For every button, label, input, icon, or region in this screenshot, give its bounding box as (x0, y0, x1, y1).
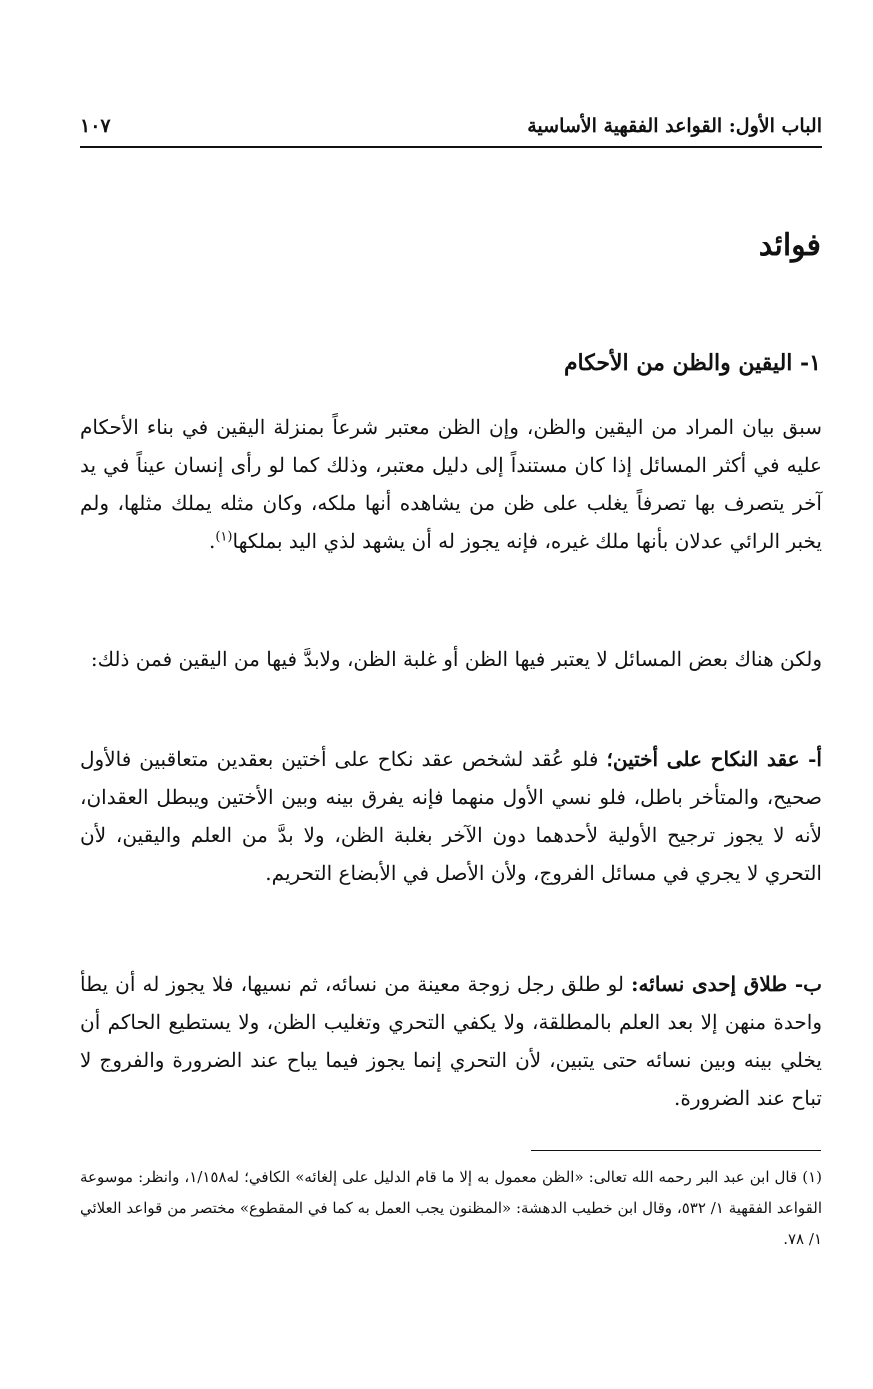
page-number: ١٠٧ (80, 115, 111, 137)
paragraph-1-end: . (208, 529, 216, 553)
chapter-title: الباب الأول: القواعد الفقهية الأساسية (527, 115, 822, 137)
footnote (80, 1162, 822, 1255)
paragraph-1 (80, 408, 852, 560)
running-header (80, 108, 822, 144)
footnote-reference: (١) (215, 529, 233, 545)
paragraph-2: ولكن هناك بعض المسائل لا يعتبر فيها الظن أو غلبة الظن، ولابدَّ فيها من اليقين فمن ذلك: (90, 647, 822, 671)
paragraph-4-lead: ب- طلاق إحدى نسائه: (631, 972, 823, 996)
footnote-rule (531, 1150, 821, 1151)
paragraph-3-lead: أ- عقد النكاح على أختين؛ (606, 747, 822, 771)
paragraph-1-text: سبق بيان المراد من اليقين والظن، وإن الظن معتبر شرعاً بمنزلة اليقين في بناء الأحكام عليه في أكثر المسائل إذا كان مستنداً إلى دليل معتبر، وذلك كما لو رأى إنسان عيناً في يد آخر يتصرف بها تصرفاً يغلب على ظن من يشاهده أنها ملكه، وكان مثله يملك مثلها، ولم يخبر الرائي عدلان بأنها ملك غيره، فإنه يجوز له أن يشهد لذي اليد بملكها (80, 415, 822, 553)
header-rule (80, 146, 822, 148)
paragraph-4 (80, 965, 822, 1117)
footnote-text: قال ابن عبد البر رحمه الله تعالى: «الظن معمول به إلا ما قام الدليل على إلغائه» الكافي؛ له١/١٥٨، وانظر: موسوعة القواعد الفقهية ١/ ٥٣٢، وقال ابن خطيب الدهشة: «المظنون يجب العمل به كما في المقطوع» مختصر من قواعد العلائي ١/ ٧٨. (80, 1168, 822, 1248)
paragraph-3 (80, 740, 822, 892)
section-heading: فوائد (758, 228, 821, 263)
paragraph-4-text: لو طلق رجل زوجة معينة من نسائه، ثم نسيها، فلا يجوز له أن يطأ واحدة منهن إلا بعد العلم بالمطلقة، ولا يكفي التحري وتغليب الظن، ولا يستطيع الحاكم أن يخلي بينه وبين نسائه حتى يتبين، لأن التحري إنما يجوز فيما يباح عند الضرورة والفروج لا تباح عند الضرورة. (80, 972, 822, 1110)
sub-heading: ١- اليقين والظن من الأحكام (563, 350, 821, 376)
footnote-marker: (١) (802, 1168, 822, 1186)
paragraph-3-text: فلو عُقد لشخص عقد نكاح على أختين بعقدين متعاقبين فالأول صحيح، والمتأخر باطل، فلو نسي الأول منهما فإنه يفرق بينه وبين الأختين ويبطل العقدان، لأنه لا يجوز ترجيح الأولية لأحدهما دون الآخر بغلبة الظن، ولا بدَّ من العلم واليقين، لأن التحري لا يجري في مسائل الفروج، ولأن الأصل في الأبضاع التحريم. (80, 747, 822, 885)
